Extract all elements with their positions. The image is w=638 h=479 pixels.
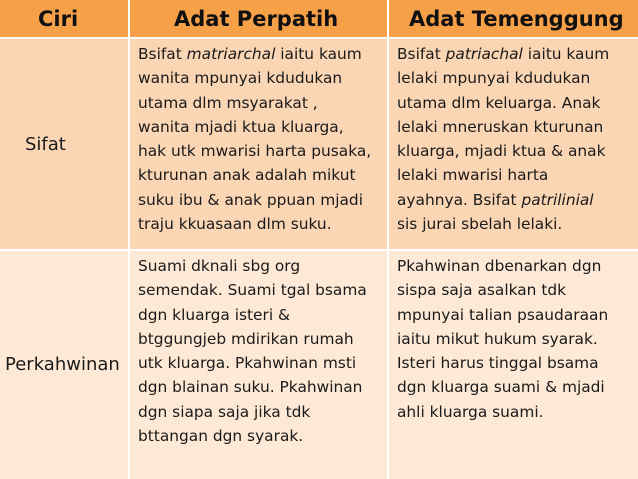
row-sifat-label: Sifat xyxy=(25,133,66,155)
perkahwinan-temenggung-line: ahli kluarga suami. xyxy=(397,402,544,421)
perkahwinan-perpatih-line: bttangan dgn syarak. xyxy=(138,427,304,446)
sifat-temenggung-line: sis jurai sbelah lelaki. xyxy=(397,215,563,234)
sifat-perpatih-line: wanita mjadi ktua kluarga, xyxy=(138,117,344,136)
row-sifat-perpatih-cell xyxy=(129,38,388,250)
perkahwinan-temenggung-line: Isteri harus tinggal bsama xyxy=(397,354,599,373)
perkahwinan-perpatih-line: dgn kluarga isteri & xyxy=(138,305,291,324)
perkahwinan-temenggung-line: Pkahwinan dbenarkan dgn xyxy=(397,257,602,275)
perkahwinan-temenggung-line: dgn kluarga suami & mjadi xyxy=(397,378,605,397)
sifat-temenggung-line: Bsifat patriachal iaitu kaum xyxy=(397,45,610,63)
header-ciri xyxy=(0,0,129,38)
header-adat-perpatih xyxy=(129,0,388,38)
sifat-temenggung-italic-term: patriachal xyxy=(445,45,523,63)
sifat-perpatih-line: Bsifat matriarchal iaitu kaum xyxy=(138,45,362,63)
grid-hline-2 xyxy=(0,249,638,251)
sifat-temenggung-line: kluarga, mjadi ktua & anak xyxy=(397,142,606,161)
sifat-temenggung-line: lelaki mwarisi harta xyxy=(397,166,549,185)
perkahwinan-temenggung-line: iaitu mikut hukum syarak. xyxy=(397,329,598,348)
perkahwinan-perpatih-line: btggungjeb mdirikan rumah xyxy=(138,329,354,348)
row-sifat-label-cell xyxy=(0,38,129,250)
row-perkahwinan-label: Perkahwinan xyxy=(5,354,120,375)
row-perkahwinan-perpatih-cell xyxy=(129,250,388,479)
perkahwinan-perpatih-line: dgn siapa saja jika tdk xyxy=(138,402,311,421)
header-ciri-label: Ciri xyxy=(38,7,79,31)
row-sifat-temenggung-cell xyxy=(388,38,638,250)
sifat-temenggung-line: utama dlm keluarga. Anak xyxy=(397,93,601,112)
perkahwinan-temenggung-line: mpunyai talian psaudaraan xyxy=(397,305,609,324)
header-adat-temenggung-label: Adat Temenggung xyxy=(409,7,624,31)
row-perkahwinan-temenggung-cell xyxy=(388,250,638,479)
perkahwinan-perpatih-line: utk kluarga. Pkahwinan msti xyxy=(138,354,357,373)
sifat-perpatih-line: hak utk mwarisi harta pusaka, xyxy=(138,142,372,161)
perkahwinan-perpatih-line: Suami dknali sbg org xyxy=(138,257,301,275)
perkahwinan-temenggung-line: sispa saja asalkan tdk xyxy=(397,281,567,300)
grid-vline-1 xyxy=(128,0,130,479)
sifat-perpatih-italic-term: matriarchal xyxy=(186,45,276,63)
header-adat-temenggung xyxy=(388,0,638,38)
sifat-perpatih-text xyxy=(129,38,388,236)
sifat-temenggung-line: lelaki mpunyai kdudukan xyxy=(397,69,591,88)
sifat-perpatih-line: utama dlm msyarakat , xyxy=(138,93,318,112)
sifat-temenggung-line: lelaki mneruskan kturunan xyxy=(397,117,604,136)
sifat-perpatih-line: traju kkuasaan dlm suku. xyxy=(138,215,332,234)
perkahwinan-perpatih-line: semendak. Suami tgal bsama xyxy=(138,281,367,300)
sifat-perpatih-line: wanita mpunyai kdudukan xyxy=(138,69,343,88)
sifat-perpatih-line: kturunan anak adalah mikut xyxy=(138,166,356,185)
perkahwinan-perpatih-text xyxy=(129,250,388,448)
sifat-temenggung-line: ayahnya. Bsifat patrilinial xyxy=(397,190,594,209)
row-perkahwinan-label-cell xyxy=(0,250,129,479)
grid-vline-2 xyxy=(387,0,389,479)
sifat-temenggung-text xyxy=(388,38,638,236)
grid-hline-1 xyxy=(0,37,638,39)
sifat-perpatih-line: suku ibu & anak ppuan mjadi xyxy=(138,190,363,209)
header-adat-perpatih-label: Adat Perpatih xyxy=(174,7,339,31)
sifat-temenggung-italic-term: patrilinial xyxy=(521,190,594,209)
perkahwinan-temenggung-text xyxy=(388,250,638,424)
perkahwinan-perpatih-line: dgn blainan suku. Pkahwinan xyxy=(138,378,363,397)
